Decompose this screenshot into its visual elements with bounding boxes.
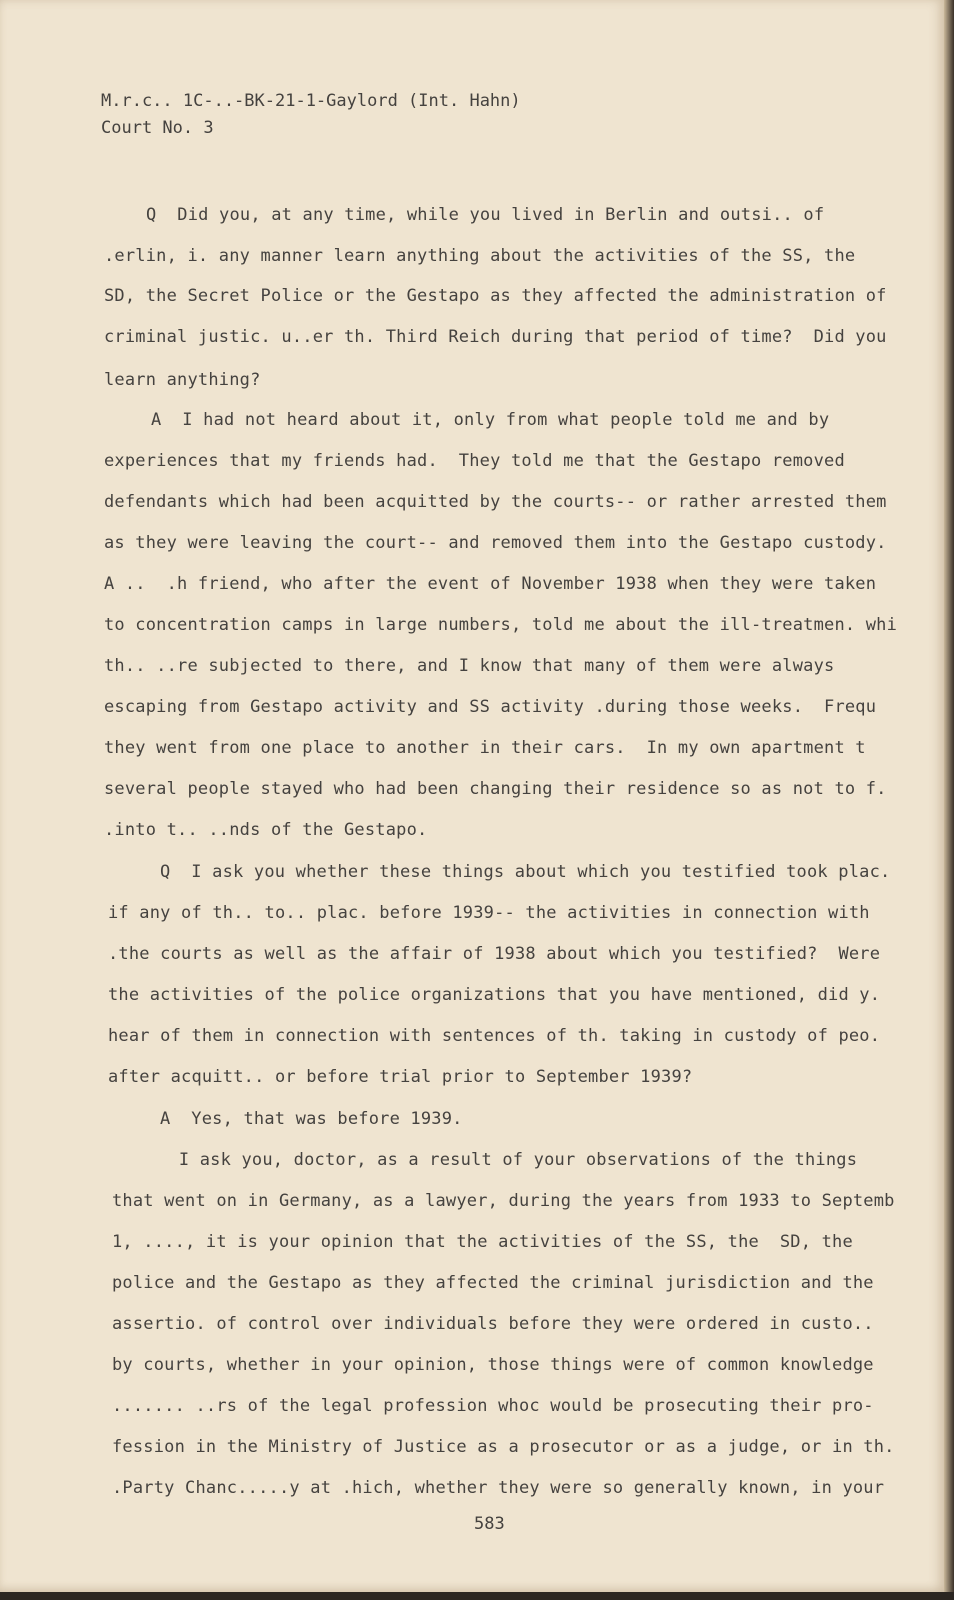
- text-line: .Party Chanc.....y at .hich, whether they were so generally known, in your: [112, 1478, 885, 1498]
- text-line: police and the Gestapo as they affected the criminal jurisdiction and the: [112, 1273, 874, 1293]
- text-line: Q I ask you whether these things about which you testified took plac.: [160, 862, 891, 882]
- text-line: learn anything?: [104, 370, 261, 390]
- text-line: escaping from Gestapo activity and SS activity .during those weeks. Frequ: [104, 697, 877, 717]
- text-line: .the courts as well as the affair of 1938 about which you testified? Were: [108, 944, 881, 964]
- text-line: by courts, whether in your opinion, those things were of common knowledge: [112, 1355, 874, 1375]
- text-line: they went from one place to another in their cars. In my own apartment t: [104, 738, 866, 758]
- text-line: experiences that my friends had. They told me that the Gestapo removed: [104, 451, 845, 471]
- page-number: 583: [474, 1514, 505, 1534]
- text-line: A Yes, that was before 1939.: [160, 1109, 463, 1129]
- text-line: ....... ..rs of the legal profession whoc would be prosecuting their pro-: [112, 1396, 874, 1416]
- text-line: SD, the Secret Police or the Gestapo as they affected the administration of: [104, 286, 887, 306]
- text-line: the activities of the police organizations that you have mentioned, did y.: [108, 985, 881, 1005]
- text-line: 1, ...., it is your opinion that the activities of the SS, the SD, the: [112, 1232, 853, 1252]
- text-line: assertio. of control over individuals before they were ordered in custo..: [112, 1314, 874, 1334]
- text-line: A I had not heard about it, only from what people told me and by: [151, 410, 830, 430]
- text-line: as they were leaving the court-- and removed them into the Gestapo custody.: [104, 533, 887, 553]
- text-line: criminal justic. u..er th. Third Reich during that period of time? Did you: [104, 327, 887, 347]
- text-line: fession in the Ministry of Justice as a prosecutor or as a judge, or in th.: [112, 1437, 895, 1457]
- text-line: .into t.. ..nds of the Gestapo.: [104, 820, 428, 840]
- text-line: th.. ..re subjected to there, and I know that many of them were always: [104, 656, 835, 676]
- text-line: Q Did you, at any time, while you lived in Berlin and outsi.. of: [146, 205, 825, 225]
- text-line: to concentration camps in large numbers, told me about the ill-treatmen. whi: [104, 615, 898, 635]
- text-line: if any of th.. to.. plac. before 1939-- the activities in connection with: [108, 903, 870, 923]
- header-case-line: M.r.c.. 1C-..-BK-21-1-Gaylord (Int. Hahn): [101, 91, 521, 111]
- page-bottom-edge: [0, 1592, 954, 1600]
- text-line: .erlin, i. any manner learn anything about the activities of the SS, the: [104, 246, 856, 266]
- text-line: that went on in Germany, as a lawyer, during the years from 1933 to Septemb: [112, 1191, 895, 1211]
- document-header: [101, 88, 521, 142]
- header-court-line: Court No. 3: [101, 118, 214, 138]
- text-line: several people stayed who had been changing their residence so as not to f.: [104, 779, 887, 799]
- text-line: defendants which had been acquitted by the courts-- or rather arrested them: [104, 492, 887, 512]
- text-line: A .. .h friend, who after the event of November 1938 when they were taken: [104, 574, 877, 594]
- text-line: hear of them in connection with sentences of th. taking in custody of peo.: [108, 1026, 881, 1046]
- text-line: I ask you, doctor, as a result of your observations of the things: [158, 1150, 858, 1170]
- page-edge-shadow: [944, 0, 954, 1600]
- text-line: after acquitt.. or before trial prior to September 1939?: [108, 1067, 693, 1087]
